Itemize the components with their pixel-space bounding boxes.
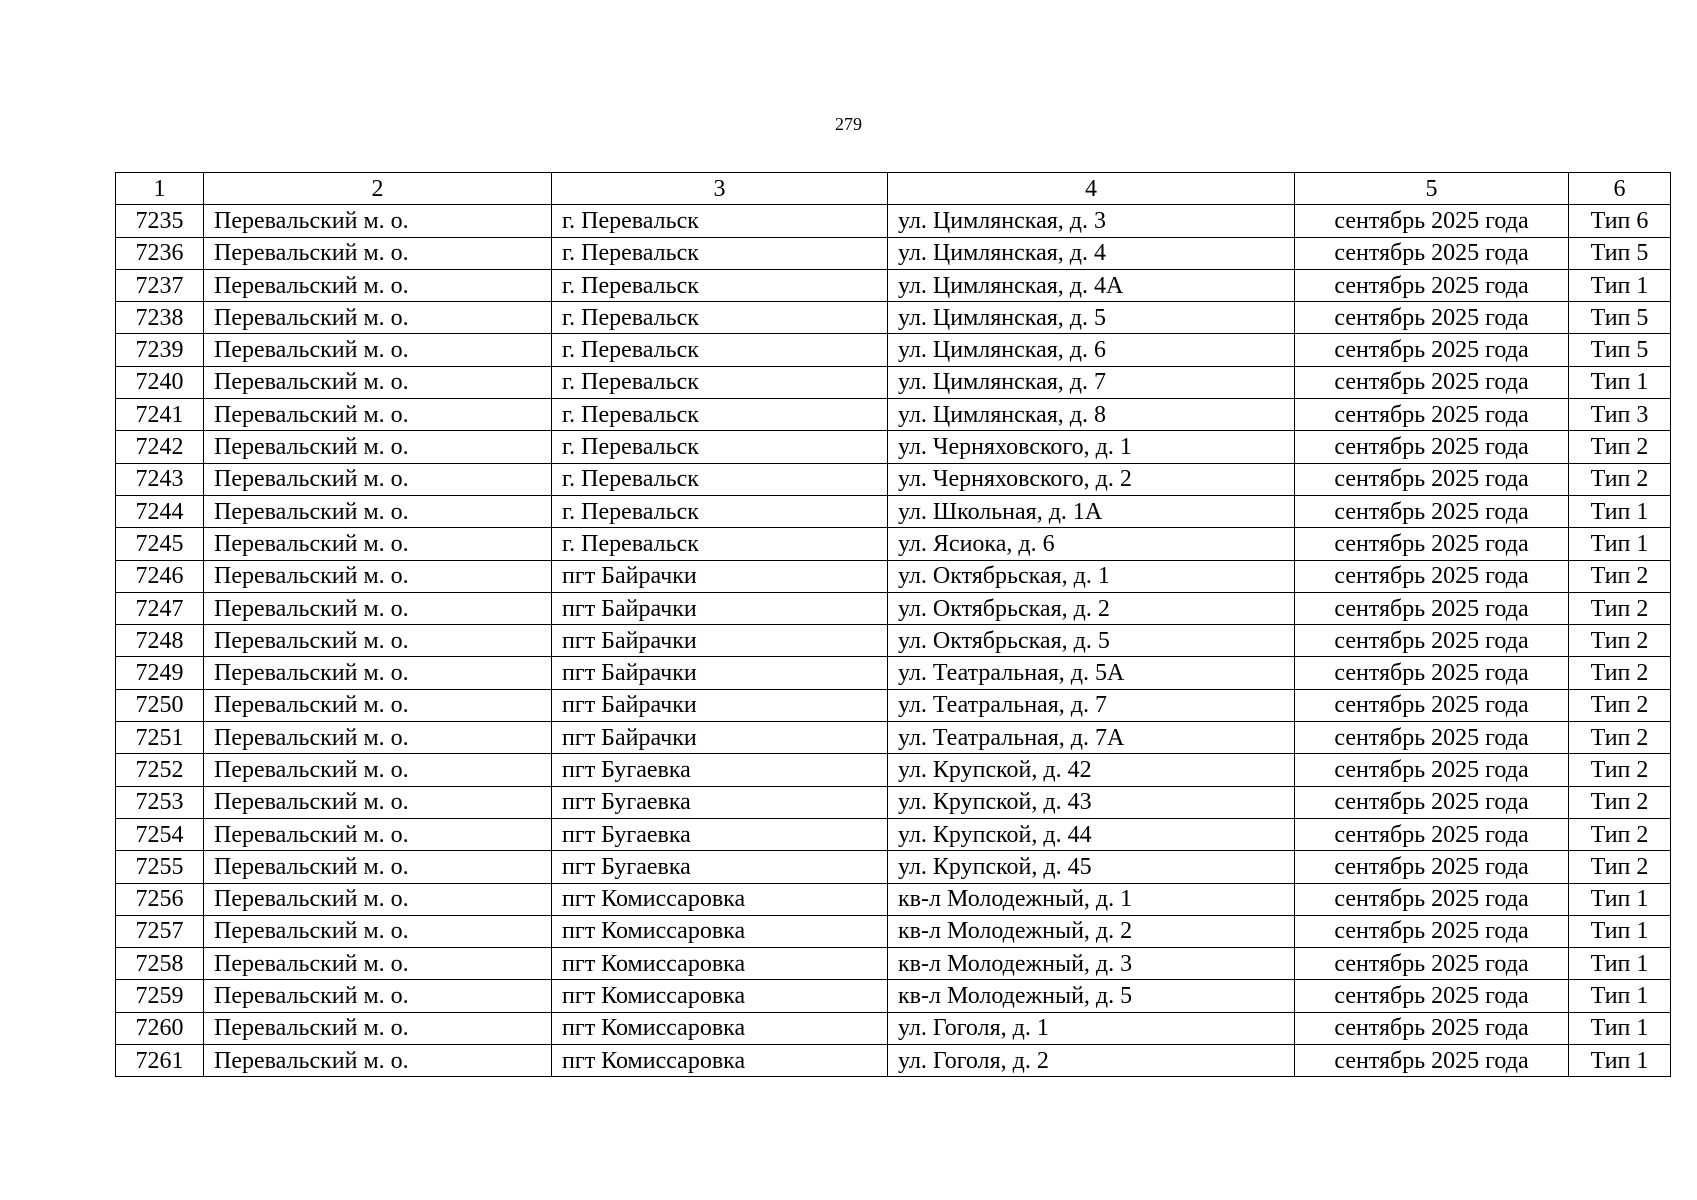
- period-cell: сентябрь 2025 года: [1295, 1012, 1569, 1044]
- table-row: [116, 722, 1671, 754]
- period-cell: сентябрь 2025 года: [1295, 302, 1569, 334]
- period-cell: сентябрь 2025 года: [1295, 1045, 1569, 1077]
- type-cell: Тип 3: [1569, 399, 1671, 431]
- row-number-cell: 7254: [116, 818, 204, 850]
- settlement-cell: г. Перевальск: [552, 237, 888, 269]
- period-cell: сентябрь 2025 года: [1295, 399, 1569, 431]
- column-header: 4: [888, 173, 1295, 205]
- period-cell: сентябрь 2025 года: [1295, 592, 1569, 624]
- table-row: [116, 980, 1671, 1012]
- period-cell: сентябрь 2025 года: [1295, 366, 1569, 398]
- settlement-cell: пгт Бугаевка: [552, 786, 888, 818]
- period-cell: сентябрь 2025 года: [1295, 786, 1569, 818]
- municipality-cell: Перевальский м. о.: [204, 980, 552, 1012]
- settlement-cell: г. Перевальск: [552, 463, 888, 495]
- row-number-cell: 7253: [116, 786, 204, 818]
- municipality-cell: Перевальский м. о.: [204, 528, 552, 560]
- row-number-cell: 7237: [116, 269, 204, 301]
- row-number-cell: 7238: [116, 302, 204, 334]
- row-number-cell: 7256: [116, 883, 204, 915]
- period-cell: сентябрь 2025 года: [1295, 818, 1569, 850]
- settlement-cell: г. Перевальск: [552, 205, 888, 237]
- type-cell: Тип 2: [1569, 851, 1671, 883]
- municipality-cell: Перевальский м. о.: [204, 754, 552, 786]
- table-row: [116, 237, 1671, 269]
- type-cell: Тип 1: [1569, 980, 1671, 1012]
- period-cell: сентябрь 2025 года: [1295, 948, 1569, 980]
- address-cell: ул. Крупской, д. 44: [888, 818, 1295, 850]
- period-cell: сентябрь 2025 года: [1295, 334, 1569, 366]
- address-cell: ул. Черняховского, д. 1: [888, 431, 1295, 463]
- settlement-cell: пгт Байрачки: [552, 722, 888, 754]
- period-cell: сентябрь 2025 года: [1295, 689, 1569, 721]
- settlement-cell: пгт Байрачки: [552, 592, 888, 624]
- type-cell: Тип 1: [1569, 915, 1671, 947]
- type-cell: Тип 5: [1569, 237, 1671, 269]
- type-cell: Тип 5: [1569, 334, 1671, 366]
- settlement-cell: пгт Байрачки: [552, 625, 888, 657]
- settlement-cell: пгт Комиссаровка: [552, 1012, 888, 1044]
- table-row: [116, 754, 1671, 786]
- row-number-cell: 7247: [116, 592, 204, 624]
- page-number: 279: [835, 114, 862, 134]
- municipality-cell: Перевальский м. о.: [204, 722, 552, 754]
- type-cell: Тип 1: [1569, 948, 1671, 980]
- type-cell: Тип 2: [1569, 722, 1671, 754]
- column-header: 2: [204, 173, 552, 205]
- municipality-cell: Перевальский м. о.: [204, 818, 552, 850]
- address-cell: ул. Цимлянская, д. 7: [888, 366, 1295, 398]
- table-row: [116, 818, 1671, 850]
- row-number-cell: 7242: [116, 431, 204, 463]
- period-cell: сентябрь 2025 года: [1295, 495, 1569, 527]
- settlement-cell: г. Перевальск: [552, 431, 888, 463]
- row-number-cell: 7240: [116, 366, 204, 398]
- address-cell: ул. Цимлянская, д. 3: [888, 205, 1295, 237]
- period-cell: сентябрь 2025 года: [1295, 463, 1569, 495]
- row-number-cell: 7251: [116, 722, 204, 754]
- municipality-cell: Перевальский м. о.: [204, 431, 552, 463]
- period-cell: сентябрь 2025 года: [1295, 915, 1569, 947]
- period-cell: сентябрь 2025 года: [1295, 657, 1569, 689]
- address-cell: ул. Цимлянская, д. 4: [888, 237, 1295, 269]
- row-number-cell: 7246: [116, 560, 204, 592]
- column-header: 5: [1295, 173, 1569, 205]
- table-row: [116, 495, 1671, 527]
- municipality-cell: Перевальский м. о.: [204, 560, 552, 592]
- column-header: 1: [116, 173, 204, 205]
- address-cell: кв-л Молодежный, д. 2: [888, 915, 1295, 947]
- settlement-cell: пгт Байрачки: [552, 657, 888, 689]
- municipality-cell: Перевальский м. о.: [204, 495, 552, 527]
- municipality-cell: Перевальский м. о.: [204, 463, 552, 495]
- municipality-cell: Перевальский м. о.: [204, 1045, 552, 1077]
- type-cell: Тип 1: [1569, 269, 1671, 301]
- type-cell: Тип 2: [1569, 689, 1671, 721]
- municipality-cell: Перевальский м. о.: [204, 625, 552, 657]
- row-number-cell: 7244: [116, 495, 204, 527]
- period-cell: сентябрь 2025 года: [1295, 851, 1569, 883]
- municipality-cell: Перевальский м. о.: [204, 689, 552, 721]
- row-number-cell: 7252: [116, 754, 204, 786]
- municipality-cell: Перевальский м. о.: [204, 366, 552, 398]
- type-cell: Тип 2: [1569, 560, 1671, 592]
- address-cell: ул. Театральная, д. 5А: [888, 657, 1295, 689]
- period-cell: сентябрь 2025 года: [1295, 431, 1569, 463]
- type-cell: Тип 1: [1569, 1012, 1671, 1044]
- row-number-cell: 7249: [116, 657, 204, 689]
- row-number-cell: 7259: [116, 980, 204, 1012]
- period-cell: сентябрь 2025 года: [1295, 205, 1569, 237]
- row-number-cell: 7236: [116, 237, 204, 269]
- address-cell: ул. Школьная, д. 1А: [888, 495, 1295, 527]
- address-cell: ул. Театральная, д. 7А: [888, 722, 1295, 754]
- address-cell: ул. Цимлянская, д. 6: [888, 334, 1295, 366]
- period-cell: сентябрь 2025 года: [1295, 980, 1569, 1012]
- table-row: [116, 205, 1671, 237]
- municipality-cell: Перевальский м. о.: [204, 786, 552, 818]
- municipality-cell: Перевальский м. о.: [204, 851, 552, 883]
- settlement-cell: пгт Бугаевка: [552, 754, 888, 786]
- municipality-cell: Перевальский м. о.: [204, 205, 552, 237]
- municipality-cell: Перевальский м. о.: [204, 302, 552, 334]
- type-cell: Тип 2: [1569, 754, 1671, 786]
- settlement-cell: пгт Комиссаровка: [552, 948, 888, 980]
- row-number-cell: 7248: [116, 625, 204, 657]
- settlement-cell: г. Перевальск: [552, 366, 888, 398]
- table-row: [116, 689, 1671, 721]
- type-cell: Тип 2: [1569, 625, 1671, 657]
- registry-table: [115, 172, 1671, 1077]
- type-cell: Тип 1: [1569, 528, 1671, 560]
- table-row: [116, 592, 1671, 624]
- table-row: [116, 463, 1671, 495]
- type-cell: Тип 2: [1569, 592, 1671, 624]
- address-cell: ул. Октябрьская, д. 1: [888, 560, 1295, 592]
- settlement-cell: г. Перевальск: [552, 528, 888, 560]
- table-row: [116, 302, 1671, 334]
- settlement-cell: пгт Байрачки: [552, 689, 888, 721]
- table-row: [116, 915, 1671, 947]
- column-header: 3: [552, 173, 888, 205]
- table-row: [116, 334, 1671, 366]
- row-number-cell: 7245: [116, 528, 204, 560]
- table-row: [116, 1012, 1671, 1044]
- municipality-cell: Перевальский м. о.: [204, 657, 552, 689]
- municipality-cell: Перевальский м. о.: [204, 399, 552, 431]
- type-cell: Тип 1: [1569, 883, 1671, 915]
- row-number-cell: 7257: [116, 915, 204, 947]
- row-number-cell: 7255: [116, 851, 204, 883]
- row-number-cell: 7243: [116, 463, 204, 495]
- address-cell: кв-л Молодежный, д. 1: [888, 883, 1295, 915]
- address-cell: ул. Цимлянская, д. 4А: [888, 269, 1295, 301]
- settlement-cell: пгт Бугаевка: [552, 851, 888, 883]
- row-number-cell: 7258: [116, 948, 204, 980]
- table-row: [116, 269, 1671, 301]
- address-cell: кв-л Молодежный, д. 5: [888, 980, 1295, 1012]
- address-cell: ул. Октябрьская, д. 5: [888, 625, 1295, 657]
- row-number-cell: 7250: [116, 689, 204, 721]
- table-row: [116, 851, 1671, 883]
- row-number-cell: 7260: [116, 1012, 204, 1044]
- municipality-cell: Перевальский м. о.: [204, 334, 552, 366]
- table-row: [116, 786, 1671, 818]
- period-cell: сентябрь 2025 года: [1295, 883, 1569, 915]
- row-number-cell: 7239: [116, 334, 204, 366]
- type-cell: Тип 6: [1569, 205, 1671, 237]
- period-cell: сентябрь 2025 года: [1295, 754, 1569, 786]
- row-number-cell: 7235: [116, 205, 204, 237]
- table-row: [116, 528, 1671, 560]
- municipality-cell: Перевальский м. о.: [204, 592, 552, 624]
- table-row: [116, 948, 1671, 980]
- period-cell: сентябрь 2025 года: [1295, 528, 1569, 560]
- table-row: [116, 431, 1671, 463]
- type-cell: Тип 1: [1569, 495, 1671, 527]
- period-cell: сентябрь 2025 года: [1295, 560, 1569, 592]
- period-cell: сентябрь 2025 года: [1295, 269, 1569, 301]
- settlement-cell: г. Перевальск: [552, 334, 888, 366]
- address-cell: кв-л Молодежный, д. 3: [888, 948, 1295, 980]
- table-row: [116, 560, 1671, 592]
- type-cell: Тип 2: [1569, 657, 1671, 689]
- settlement-cell: пгт Комиссаровка: [552, 980, 888, 1012]
- municipality-cell: Перевальский м. о.: [204, 915, 552, 947]
- period-cell: сентябрь 2025 года: [1295, 625, 1569, 657]
- type-cell: Тип 2: [1569, 818, 1671, 850]
- address-cell: ул. Крупской, д. 42: [888, 754, 1295, 786]
- table-row: [116, 883, 1671, 915]
- type-cell: Тип 5: [1569, 302, 1671, 334]
- address-cell: ул. Крупской, д. 43: [888, 786, 1295, 818]
- address-cell: ул. Гоголя, д. 2: [888, 1045, 1295, 1077]
- address-cell: ул. Цимлянская, д. 8: [888, 399, 1295, 431]
- settlement-cell: пгт Байрачки: [552, 560, 888, 592]
- settlement-cell: г. Перевальск: [552, 495, 888, 527]
- settlement-cell: пгт Комиссаровка: [552, 915, 888, 947]
- address-cell: ул. Ясиока, д. 6: [888, 528, 1295, 560]
- municipality-cell: Перевальский м. о.: [204, 269, 552, 301]
- table-row: [116, 625, 1671, 657]
- type-cell: Тип 1: [1569, 366, 1671, 398]
- settlement-cell: пгт Комиссаровка: [552, 883, 888, 915]
- settlement-cell: пгт Комиссаровка: [552, 1045, 888, 1077]
- period-cell: сентябрь 2025 года: [1295, 722, 1569, 754]
- type-cell: Тип 2: [1569, 463, 1671, 495]
- address-cell: ул. Черняховского, д. 2: [888, 463, 1295, 495]
- municipality-cell: Перевальский м. о.: [204, 883, 552, 915]
- row-number-cell: 7261: [116, 1045, 204, 1077]
- table-header-row: [116, 173, 1671, 205]
- municipality-cell: Перевальский м. о.: [204, 1012, 552, 1044]
- settlement-cell: пгт Бугаевка: [552, 818, 888, 850]
- table-row: [116, 399, 1671, 431]
- settlement-cell: г. Перевальск: [552, 302, 888, 334]
- address-cell: ул. Театральная, д. 7: [888, 689, 1295, 721]
- settlement-cell: г. Перевальск: [552, 269, 888, 301]
- row-number-cell: 7241: [116, 399, 204, 431]
- address-cell: ул. Октябрьская, д. 2: [888, 592, 1295, 624]
- table-row: [116, 657, 1671, 689]
- address-cell: ул. Крупской, д. 45: [888, 851, 1295, 883]
- settlement-cell: г. Перевальск: [552, 399, 888, 431]
- type-cell: Тип 1: [1569, 1045, 1671, 1077]
- address-cell: ул. Гоголя, д. 1: [888, 1012, 1295, 1044]
- table-row: [116, 366, 1671, 398]
- type-cell: Тип 2: [1569, 431, 1671, 463]
- type-cell: Тип 2: [1569, 786, 1671, 818]
- table-row: [116, 1045, 1671, 1077]
- period-cell: сентябрь 2025 года: [1295, 237, 1569, 269]
- address-cell: ул. Цимлянская, д. 5: [888, 302, 1295, 334]
- municipality-cell: Перевальский м. о.: [204, 948, 552, 980]
- table-body: [116, 205, 1671, 1077]
- municipality-cell: Перевальский м. о.: [204, 237, 552, 269]
- column-header: 6: [1569, 173, 1671, 205]
